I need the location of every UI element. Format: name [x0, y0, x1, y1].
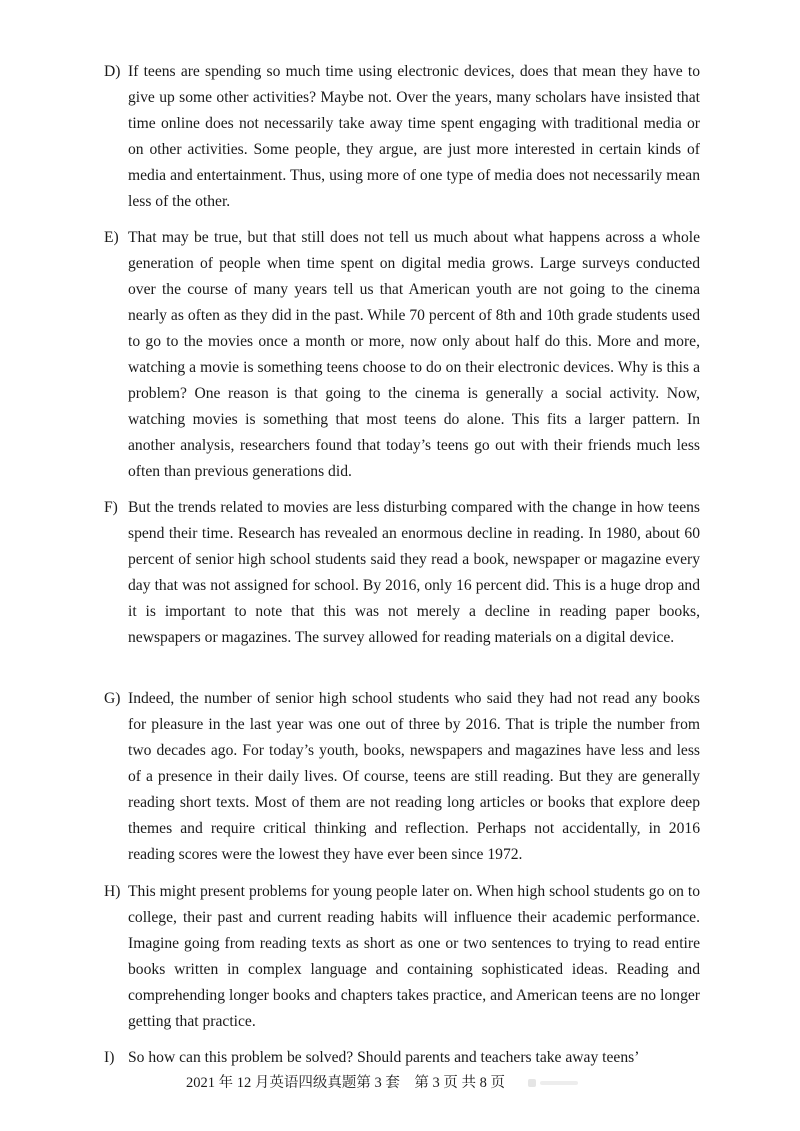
paragraph-text: That may be true, but that still does not tell us much about what happens across a whole generation of people when time spent on digital media grows. Large surveys conducted over the course of many years tell us that American youth are not going to the cinema nearly as often as they did in the past. While 70 percent of 8th and 10th grade students used to go to the movies once a month or more, now only about half do this. More and more, watching a movie is something teens choose to do on their electronic devices. Why is this a problem? One reason is that going to the cinema is generally a social activity. Now, watching movies is something that most teens do alone. This fits a larger pattern. In another analysis, researchers found that today’s teens go out with their friends much less often than previous generations did.	[128, 229, 700, 480]
paragraph-g	[104, 686, 700, 868]
paragraph-label: H)	[104, 883, 121, 900]
paragraph-i	[104, 1045, 700, 1071]
paragraph-f	[104, 495, 700, 651]
paragraph-text: But the trends related to movies are less disturbing compared with the change in how teens spend their time. Research has revealed an enormous decline in reading. In 1980, about 60 percent of senior high school students said they read a book, newspaper or magazine every day that was not assigned for school. By 2016, only 16 percent did. This is a huge drop and it is important to note that this was not merely a decline in reading paper books, newspapers or magazines. The survey allowed for reading materials on a digital device.	[128, 499, 700, 646]
page-footer: 2021 年 12 月英语四级真题第 3 套 第 3 页 共 8 页	[186, 1075, 505, 1091]
paragraph-label: I)	[104, 1049, 115, 1066]
paragraph-text: If teens are spending so much time using electronic devices, does that mean they have to give up some other activities? Maybe not. Over the years, many scholars have insisted that time online does not necessarily take away time spent engaging with traditional media or on other activities. Some people, they argue, are just more interested in certain kinds of media and entertainment. Thus, using more of one type of media does not necessarily mean less of the other.	[128, 63, 700, 210]
paragraph-d	[104, 59, 700, 215]
paragraph-h	[104, 879, 700, 1035]
paragraph-text: This might present problems for young people later on. When high school students go on to college, their past and current reading habits will influence their academic performance. Imagine going from reading texts as short as one or two sentences to trying to read entire books written in complex language and containing sophisticated ideas. Reading and comprehending longer books and chapters takes practice, and American teens are no longer getting that practice.	[128, 883, 700, 1030]
paragraph-label: D)	[104, 63, 121, 80]
paragraph-label: F)	[104, 499, 118, 516]
watermark-logo	[528, 1076, 580, 1090]
paragraph-label: G)	[104, 690, 121, 707]
paragraph-label: E)	[104, 229, 119, 246]
paragraph-text: So how can this problem be solved? Should parents and teachers take away teens’	[128, 1049, 640, 1066]
paragraph-e	[104, 225, 700, 485]
paragraph-text: Indeed, the number of senior high school students who said they had not read any books for pleasure in the last year was one out of three by 2016. That is triple the number from two decades ago. For today’s youth, books, newspapers and magazines have less and less of a presence in their daily lives. Of course, teens are still reading. But they are generally reading short texts. Most of them are not reading long articles or books that explore deep themes and require critical thinking and reflection. Perhaps not accidentally, in 2016 reading scores were the lowest they have ever been since 1972.	[128, 690, 700, 863]
